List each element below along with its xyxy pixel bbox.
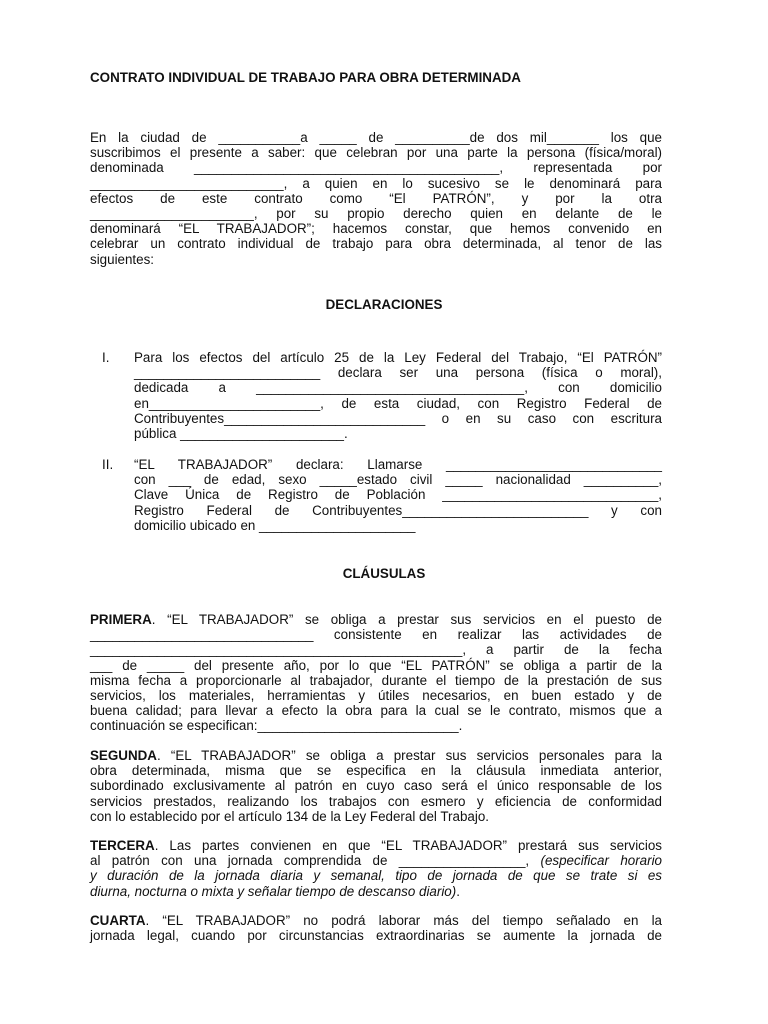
intro-line: En la ciudad de ___________a _____ de __________de dos mil_______ los que xyxy=(90,130,662,145)
clausula-line xyxy=(90,748,662,763)
clausula-text: . “EL TRABAJADOR” se obliga a prestar sus servicios personales para la xyxy=(156,748,662,763)
clausula-label: CUARTA xyxy=(90,913,146,928)
intro-line: denominada _________________________________________, representada por xyxy=(90,160,662,176)
clausulas-heading: CLÁUSULAS xyxy=(342,566,426,581)
declaracion-number: I. xyxy=(102,350,110,365)
declaraciones-heading: DECLARACIONES xyxy=(325,297,443,312)
intro-line: __________________________, a quien en lo sucesivo se le denominará para xyxy=(90,175,662,191)
clausula-line: __________________________________________________, a partir de la fecha xyxy=(90,642,662,658)
clausula-line: servicios, los materiales, herramientas y útiles necesarios, en buen estado y de xyxy=(90,688,662,704)
clausula-primera xyxy=(90,612,662,734)
declaracion-line: con ___ de edad, sexo _____estado civil _____ nacionalidad __________, xyxy=(134,472,662,488)
clausula-line xyxy=(90,913,662,928)
intro-paragraph xyxy=(90,130,662,267)
clausula-line: ___ de _____ del presente año, por lo que “EL PATRÓN” se obliga a partir de la xyxy=(90,657,662,673)
clausula-line: buena calidad; para llevar a efecto la obra para la cual se le contrato, mismos que a xyxy=(90,703,662,719)
clausula-italic-text: y duración de la jornada diaria y semanal, tipo de jornada de que se trate si es xyxy=(90,868,662,884)
clausula-line: con lo establecido por el artículo 134 de la Ley Federal del Trabajo. xyxy=(90,808,489,824)
clausula-text: . “EL TRABAJADOR” se obliga a prestar sus servicios en el puesto de xyxy=(151,612,662,627)
clausula-line xyxy=(90,853,662,868)
clausula-line: servicios prestados, realizando los trabajos con esmero y eficiencia de conformidad xyxy=(90,793,662,809)
clausula-tercera xyxy=(90,838,662,899)
clausula-label: TERCERA xyxy=(90,838,155,853)
declaracion-line: “EL TRABAJADOR” declara: Llamarse _____________________________ xyxy=(134,457,662,472)
intro-line: celebrar un contrato individual de trabajo para obra determinada, al tenor de las xyxy=(90,236,662,252)
declaracion-line: dedicada a ____________________________________, con domicilio xyxy=(134,380,662,396)
clausula-cuarta xyxy=(90,913,662,943)
clausula-text: al patrón con una jornada comprendida de _________________, xyxy=(90,853,541,869)
declaracion-number: II. xyxy=(102,457,114,472)
clausula-line: continuación se especifican:___________________________. xyxy=(90,718,463,734)
declaracion-line: Registro Federal de Contribuyentes_________________________ y con xyxy=(134,502,662,518)
clausula-line: misma fecha a proporcionarle al trabajador, durante el tiempo de la prestación de sus xyxy=(90,672,662,688)
declaracion-line: Clave Única de Registro de Población _____________________________, xyxy=(134,487,662,503)
intro-line: denominará “EL TRABAJADOR”; hacemos constar, que hemos convenido en xyxy=(90,221,662,237)
clausula-text: . Las partes convienen en que “EL TRABAJADOR” prestará sus servicios xyxy=(154,838,662,853)
declaracion-line: Contribuyentes___________________________ o en su caso con escritura xyxy=(134,410,662,426)
declaracion-line: domicilio ubicado en _____________________ xyxy=(134,517,416,533)
intro-line: suscribimos el presente a saber: que celebran por una parte la persona (física/moral) xyxy=(90,145,662,161)
clausula-segunda xyxy=(90,748,662,824)
declaracion-body xyxy=(134,457,662,533)
clausula-text: . “EL TRABAJADOR” no podrá laborar más del tiempo señalado en la xyxy=(145,913,662,928)
clausula-line: jornada legal, cuando por circunstancias extraordinarias se aumente la jornada de xyxy=(90,928,662,944)
intro-line: ______________________, por su propio derecho quien en delante de le xyxy=(90,206,662,222)
intro-line: efectos de este contrato como “El PATRÓN”, y por la otra xyxy=(90,190,662,206)
declaracion-body xyxy=(134,350,662,441)
declaracion-line: Para los efectos del artículo 25 de la Ley Federal del Trabajo, “El PATRÓN” xyxy=(134,350,662,365)
clausula-italic-text: diurna, nocturna o mixta y señalar tiempo de descanso diario) xyxy=(90,883,457,899)
clausula-label: SEGUNDA xyxy=(90,748,157,763)
declaracion-line: _________________________ declara ser una persona (física o moral), xyxy=(134,365,662,381)
clausula-line xyxy=(90,838,662,853)
clausula-line xyxy=(90,884,662,899)
document-title: CONTRATO INDIVIDUAL DE TRABAJO PARA OBRA DETERMINADA xyxy=(90,70,521,85)
intro-line: siguientes: xyxy=(90,251,155,267)
clausula-line: obra determinada, misma que se especifica en la cláusula inmediata anterior, xyxy=(90,763,662,779)
clausula-italic-text: (especificar horario xyxy=(540,853,663,869)
clausula-label: PRIMERA xyxy=(90,612,152,627)
clausula-line xyxy=(90,868,662,883)
declaracion-line: en_______________________, de esta ciudad, con Registro Federal de xyxy=(134,395,662,411)
clausula-line: ______________________________ consistente en realizar las actividades de xyxy=(90,627,662,643)
declaracion-line: pública ______________________. xyxy=(134,426,348,442)
clausula-text: . xyxy=(456,883,460,899)
clausula-line: subordinado exclusivamente al patrón en cuyo caso será el único responsable de los xyxy=(90,778,662,794)
clausula-line xyxy=(90,612,662,627)
